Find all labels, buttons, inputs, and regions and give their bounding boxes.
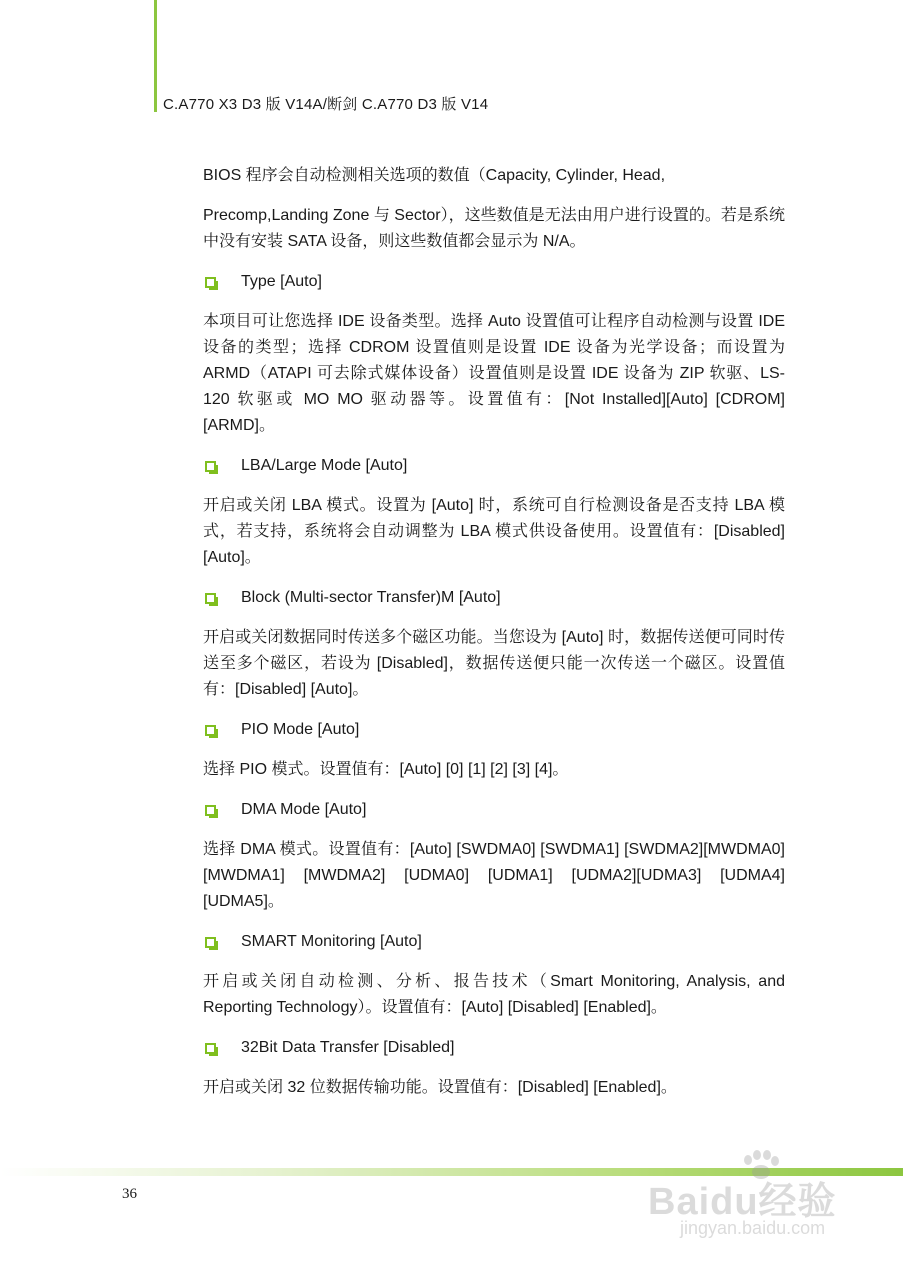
intro-line-2: Precomp,Landing Zone 与 Sector），这些数值是无法由用户进行设置的。若是系统中没有安装 SATA 设备，则这些数值都会显示为 N/A。	[203, 207, 785, 250]
section-body-lba: 开启或关闭 LBA 模式。设置为 [Auto] 时，系统可自行检测设备是否支持 LBA 模式，若支持，系统将会自动调整为 LBA 模式供设备使用。设置值有：[Disabled] [Auto]。	[203, 497, 785, 566]
section-title: DMA Mode [Auto]	[241, 801, 367, 818]
section-heading-dma	[203, 797, 785, 823]
checkbox-bullet-icon	[205, 1043, 216, 1054]
section-body-smart: 开启或关闭自动检测、分析、报告技术（Smart Monitoring, Analysis, and Reporting Technology）。设置值有：[Auto] [Disabled] [Enabled]。	[203, 973, 785, 1016]
watermark-url: jingyan.baidu.com	[680, 1218, 826, 1238]
section-heading-type	[203, 269, 785, 295]
section-body-dma: 选择 DMA 模式。设置值有：[Auto] [SWDMA0] [SWDMA1] [SWDMA2][MWDMA0] [MWDMA1] [MWDMA2] [UDMA0] [UDMA1] [UDMA2][UDMA3] [UDMA4] [UDMA5]。	[203, 841, 785, 910]
section-heading-32bit	[203, 1035, 785, 1061]
section-heading-lba	[203, 453, 785, 479]
section-title: SMART Monitoring [Auto]	[241, 933, 422, 950]
section-heading-pio	[203, 717, 785, 743]
checkbox-bullet-icon	[205, 461, 216, 472]
section-title: Block (Multi-sector Transfer)M [Auto]	[241, 589, 501, 606]
section-body-type: 本项目可让您选择 IDE 设备类型。选择 Auto 设置值可让程序自动检测与设置 IDE 设备的类型；选择 CDROM 设置值则是设置 IDE 设备为光学设备；而设置为 ARMD（ATAPI 可去除式媒体设备）设置值则是设置 IDE 设备为 ZIP 软驱、LS-120 软驱或 MO MO 驱动器等。设置值有：[Not Installed][Auto] [CDROM] [ARMD]。	[203, 313, 785, 434]
section-title: 32Bit Data Transfer [Disabled]	[241, 1039, 455, 1056]
intro-line-1: BIOS 程序会自动检测相关选项的数值（Capacity, Cylinder, Head,	[203, 167, 666, 184]
section-title: PIO Mode [Auto]	[241, 721, 360, 738]
document-body	[203, 163, 785, 1115]
checkbox-bullet-icon	[205, 725, 216, 736]
section-body-block: 开启或关闭数据同时传送多个磁区功能。当您设为 [Auto] 时，数据传送便可同时传送至多个磁区，若设为 [Disabled]，数据传送便只能一次传送一个磁区。设置值有：[Disabled] [Auto]。	[203, 629, 785, 698]
watermark-brand: Baidu经验	[648, 1181, 837, 1223]
section-heading-smart	[203, 929, 785, 955]
checkbox-bullet-icon	[205, 937, 216, 948]
checkbox-bullet-icon	[205, 805, 216, 816]
section-body-pio: 选择 PIO 模式。设置值有：[Auto] [0] [1] [2] [3] [4]。	[203, 761, 569, 778]
section-title: Type [Auto]	[241, 273, 322, 290]
checkbox-bullet-icon	[205, 593, 216, 604]
section-title: LBA/Large Mode [Auto]	[241, 457, 408, 474]
page-header: C.A770 X3 D3 版 V14A/断剑 C.A770 D3 版 V14	[163, 96, 489, 113]
header-accent-line	[154, 0, 157, 112]
page-number: 36	[122, 1186, 137, 1202]
watermark	[640, 1150, 870, 1250]
section-body-32bit: 开启或关闭 32 位数据传输功能。设置值有：[Disabled] [Enabled]。	[203, 1079, 677, 1096]
section-heading-block	[203, 585, 785, 611]
checkbox-bullet-icon	[205, 277, 216, 288]
